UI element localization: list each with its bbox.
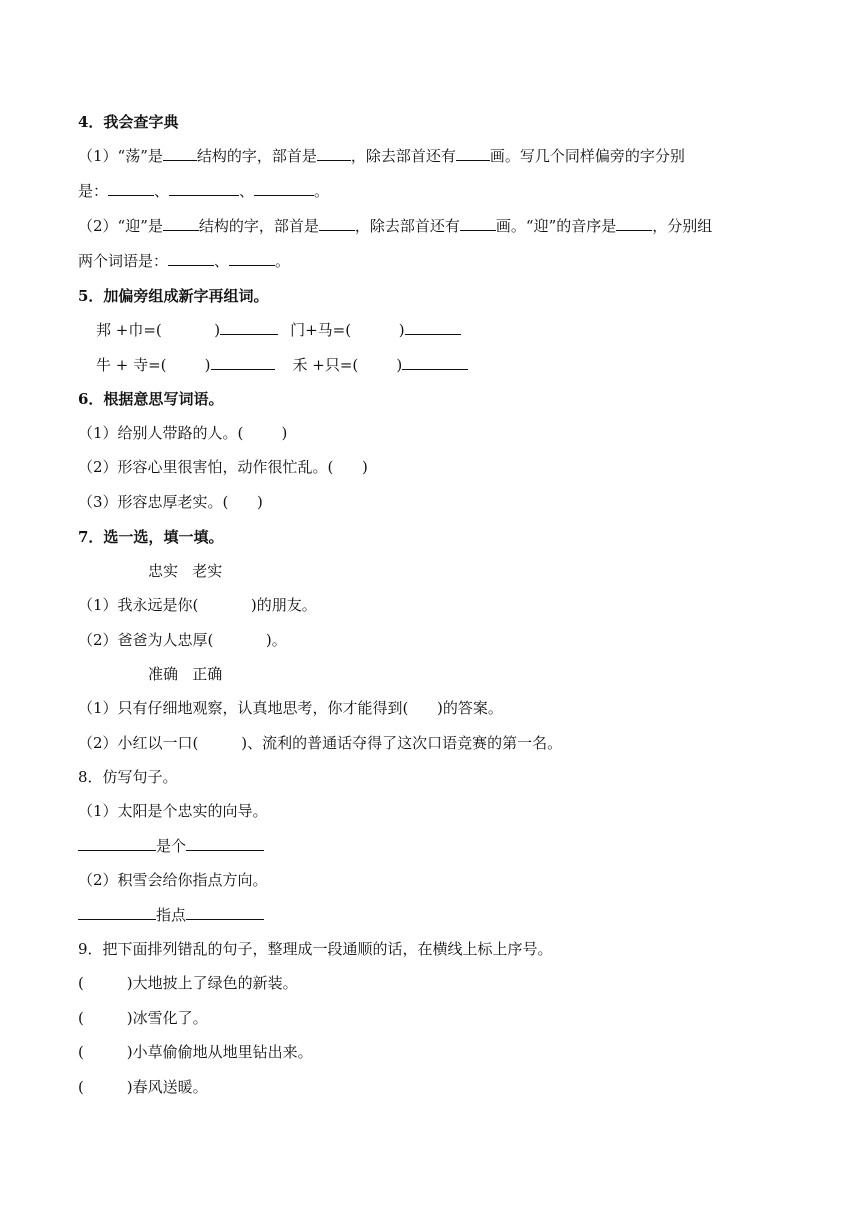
q5-row-2 (96, 355, 468, 375)
blank[interactable] (186, 905, 264, 920)
blank[interactable] (78, 836, 156, 851)
q8-imitate-2 (78, 905, 264, 925)
q4-p1-e: 是： (78, 182, 109, 200)
blank[interactable] (108, 181, 154, 196)
q5-title: 5．加偏旁组成新字再组词。 (78, 287, 269, 305)
q5-r2a: 牛 + 寺=( ) (96, 356, 211, 374)
q4-p2-e: ，分别组 (652, 217, 713, 235)
q7-item: （2）小红以一口( )、流利的普通话夺得了这次口语竞赛的第一名。 (78, 734, 563, 752)
blank[interactable] (229, 251, 275, 266)
q9-item: ( )小草偷偷地从地里钻出来。 (78, 1043, 313, 1061)
q6-title: 6．根据意思写词语。 (78, 390, 224, 408)
q8-sentence-1: （1）太阳是个忠实的向导。 (78, 802, 268, 820)
q7-item: （2）爸爸为人忠厚( )。 (78, 631, 287, 649)
blank[interactable] (168, 251, 214, 266)
blank[interactable] (163, 146, 197, 161)
q4-item-2 (78, 216, 712, 236)
blank[interactable] (456, 146, 490, 161)
period: 。 (314, 182, 330, 200)
q4-p1-c: ，除去部首还有 (350, 147, 456, 165)
q5-r1a: 邦 +巾=( ) (96, 321, 221, 339)
blank[interactable] (186, 836, 264, 851)
blank[interactable] (163, 216, 199, 231)
q8-mid-1: 是个 (156, 837, 187, 855)
period: 。 (275, 252, 291, 270)
q8-mid-2: 指点 (156, 906, 187, 924)
q4-p2-c: ，除去部首还有 (354, 217, 460, 235)
q7-title: 7．选一选，填一填。 (78, 528, 224, 546)
q4-item-1-cont (78, 181, 329, 201)
separator: 、 (154, 182, 170, 200)
blank[interactable] (616, 216, 652, 231)
q9-title: 9．把下面排列错乱的句子，整理成一段通顺的话，在横线上标上序号。 (78, 940, 553, 958)
blank[interactable] (405, 320, 461, 335)
blank[interactable] (78, 905, 156, 920)
q4-item-2-cont (78, 251, 290, 271)
blank[interactable] (319, 216, 355, 231)
q6-item: （2）形容心里很害怕，动作很忙乱。( ) (78, 458, 368, 476)
q6-item: （1）给别人带路的人。( ) (78, 424, 288, 442)
q4-p2-b: 结构的字，部首是 (198, 217, 319, 235)
blank[interactable] (169, 181, 239, 196)
q9-item: ( )冰雪化了。 (78, 1009, 208, 1027)
q6-item: （3）形容忠厚老实。( ) (78, 493, 263, 511)
blank[interactable] (402, 355, 468, 370)
blank[interactable] (211, 355, 275, 370)
q7-word-choices-1: 忠实 老实 (148, 562, 223, 580)
q5-r1b: 门+马=( ) (290, 321, 405, 339)
q4-p1-d: 画。写几个同样偏旁的字分别 (489, 147, 685, 165)
q4-title: 4．我会查字典 (78, 113, 179, 131)
q4-p1-a: （1）“荡”是 (78, 147, 163, 165)
q4-p2-f: 两个词语是： (78, 252, 169, 270)
q7-item: （1）我永远是你( )的朋友。 (78, 596, 317, 614)
blank[interactable] (220, 320, 278, 335)
q4-p2-a: （2）“迎”是 (78, 217, 163, 235)
separator: 、 (239, 182, 255, 200)
q4-item-1 (78, 146, 685, 166)
q5-r2b: 禾 +只=( ) (292, 356, 403, 374)
blank[interactable] (460, 216, 496, 231)
blank[interactable] (254, 181, 314, 196)
q9-item: ( )大地披上了绿色的新装。 (78, 974, 298, 992)
q9-item: ( )春风送暖。 (78, 1078, 208, 1096)
q5-row-1 (96, 320, 461, 340)
q4-p1-b: 结构的字，部首是 (196, 147, 317, 165)
q8-imitate-1 (78, 836, 264, 856)
q8-title: 8．仿写句子。 (78, 768, 178, 786)
separator: 、 (214, 252, 230, 270)
q7-word-choices-2: 准确 正确 (148, 665, 223, 683)
q8-sentence-2: （2）积雪会给你指点方向。 (78, 871, 268, 889)
blank[interactable] (317, 146, 351, 161)
q4-p2-d: 画。“迎”的音序是 (495, 217, 617, 235)
q7-item: （1）只有仔细地观察，认真地思考，你才能得到( )的答案。 (78, 699, 503, 717)
